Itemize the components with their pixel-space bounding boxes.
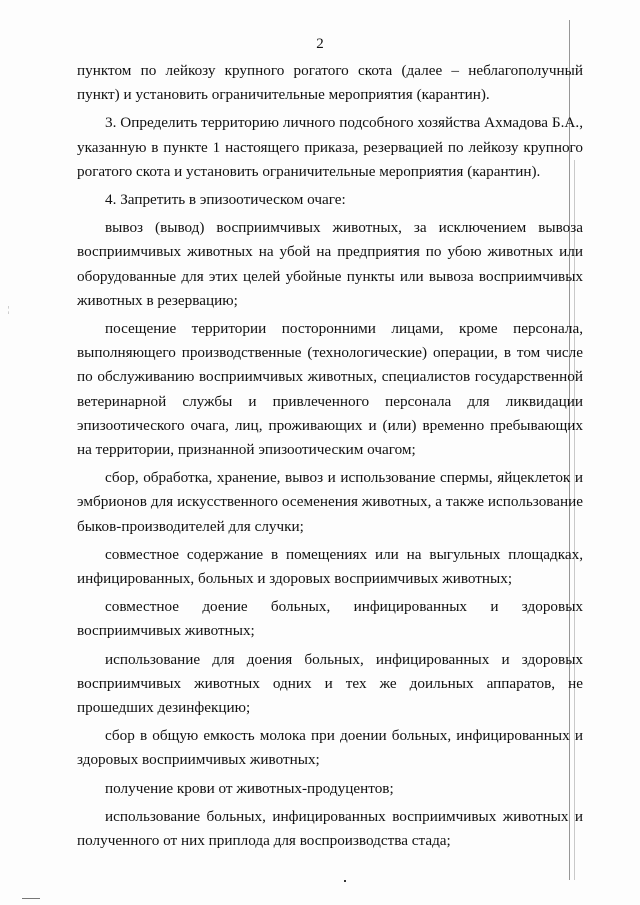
paragraph-prohibition: использование для доения больных, инфицированных и здоровых восприимчивых животных одних и тех же доильных аппаратов, не прошедших дезинфекцию;	[77, 650, 583, 717]
paragraph-item-3: 3. Определить территорию личного подсобного хозяйства Ахмадова Б.А., указанную в пункте 1 настоящего приказа, резервацией по лейкозу крупного рогатого скота и установить ограничительные мероприятия (карантин).	[77, 114, 583, 180]
paragraph-prohibition: сбор, обработка, хранение, вывоз и использование спермы, яйцеклеток и эмбрионов для искусственного осеменения животных, а также использование быков-производителей для случки;	[77, 469, 583, 535]
paragraph-prohibition: получение крови от животных-продуцентов;	[105, 779, 394, 797]
paragraph-continuation: пунктом по лейкозу крупного рогатого скота (далее – неблагополучный пункт) и установить ограничительные мероприятия (карантин).	[77, 62, 583, 104]
page-number: 2	[316, 36, 324, 52]
paragraph-item-4: 4. Запретить в эпизоотическом очаге:	[105, 191, 346, 209]
scan-artifact-dot	[344, 880, 346, 882]
paragraph-prohibition: использование больных, инфицированных восприимчивых животных и полученного от них приплода для воспроизводства стада;	[77, 807, 583, 850]
paragraph-prohibition: совместное доение больных, инфицированных и здоровых восприимчивых животных;	[77, 598, 583, 640]
document-body	[77, 59, 583, 857]
paragraph-prohibition: совместное содержание в помещениях или на выгульных площадках, инфицированных, больных и здоровых восприимчивых животных;	[77, 545, 583, 588]
scan-artifact-mark: ¦	[8, 305, 10, 314]
paragraph-prohibition: посещение территории посторонними лицами, кроме персонала, выполняющего производственные (технологические) операции, в том числе по обслуживанию восприимчивых животных, специалистов государственной ветеринарной службы и привлеченного персонала для ликвидации эпизоотического очага, лиц, проживающих и (или) временно пребывающих на территории, признанной эпизоотическим очагом;	[77, 320, 583, 459]
paragraph-prohibition: вывоз (вывод) восприимчивых животных, за исключением вывоза восприимчивых животных на убой на предприятия по убою животных или оборудованные для этих целей убойные пункты или вывоза восприимчивых животных в резервацию;	[77, 219, 583, 309]
scan-artifact-mark	[22, 898, 40, 899]
paragraph-prohibition: сбор в общую емкость молока при доении больных, инфицированных и здоровых восприимчивых животных;	[77, 727, 583, 769]
